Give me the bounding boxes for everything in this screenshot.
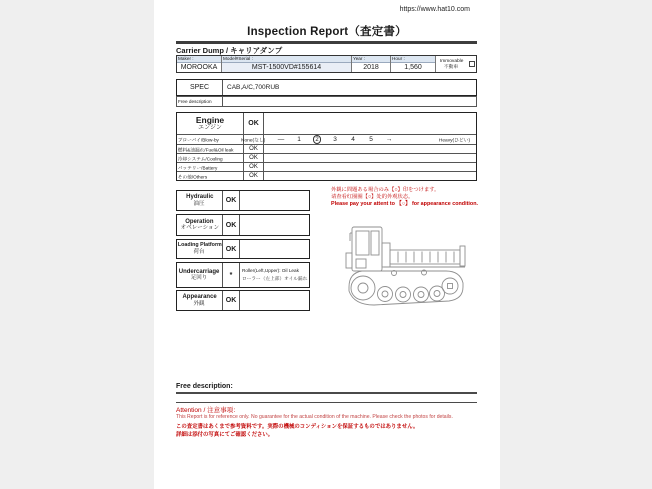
maker-column bbox=[177, 56, 221, 72]
machine-type-heading: Carrier Dump / キャリアダンプ bbox=[176, 46, 283, 55]
model-serial-value: MST-1500VD#155614 bbox=[222, 63, 351, 72]
spec-label: SPEC bbox=[177, 80, 223, 95]
blowby-scale-1: 1 bbox=[297, 136, 301, 143]
page-title: Inspection Report（査定書） bbox=[247, 26, 407, 38]
report-page bbox=[154, 0, 500, 489]
hour-value: 1,560 bbox=[404, 64, 422, 71]
blowby-none-label: None(なし) bbox=[241, 138, 266, 144]
attention-line-en: This Report is for reference only. No guarantee for the actual condition of the machine. Please check the photos for details. bbox=[176, 414, 453, 420]
free-description-line-2 bbox=[176, 402, 477, 403]
year-label: Year : bbox=[353, 56, 366, 62]
maker-value: MOROOKA bbox=[180, 64, 218, 71]
machine-illustration bbox=[338, 220, 472, 312]
section-appearance: Appearance 外観 OK bbox=[176, 290, 310, 311]
website-url: https://www.hat10.com bbox=[399, 6, 470, 13]
engine-row-status: OK bbox=[244, 172, 264, 180]
engine-row-status: OK bbox=[244, 163, 264, 171]
engine-title-ja: エンジン bbox=[198, 124, 222, 131]
engine-title-en: Engine bbox=[195, 114, 225, 125]
engine-table bbox=[176, 112, 477, 181]
blowby-left-mark: — bbox=[277, 136, 285, 143]
spec-free-description-value bbox=[223, 97, 476, 106]
appearance-note-ja: 外観に問題ある場合のみ【○】印をつけます。 bbox=[331, 187, 440, 193]
title-divider bbox=[176, 41, 477, 44]
immovable-checkbox[interactable] bbox=[469, 61, 475, 67]
spec-free-description-label: Free description bbox=[178, 99, 212, 104]
blowby-heavy-label: Heavy(ひどい) bbox=[438, 138, 471, 144]
appearance-note-zh: 请查看红圈圈【○】处的外观状态。 bbox=[331, 194, 414, 200]
section-status: OK bbox=[223, 215, 240, 235]
immovable-label-en: Immovable bbox=[439, 58, 464, 64]
immovable-label-ja: 不動車 bbox=[444, 64, 459, 70]
blowby-label: ブローバイ/Blow-by bbox=[177, 138, 219, 144]
engine-row-status: OK bbox=[244, 154, 264, 162]
section-operation: Operation オペレーション OK bbox=[176, 214, 310, 236]
hour-label: Hour : bbox=[392, 56, 405, 62]
spec-box bbox=[176, 79, 477, 96]
appearance-instruction-note bbox=[331, 187, 494, 209]
section-status: OK bbox=[223, 291, 240, 310]
blowby-scale-4: 4 bbox=[351, 136, 355, 143]
engine-row-fuel-oil-leak: 燃料&油漏れ/Fuel&Oil leak OK bbox=[177, 144, 476, 153]
blowby-row bbox=[177, 134, 476, 144]
section-status: OK bbox=[223, 191, 240, 210]
section-hydraulic: Hydraulic 油圧 OK bbox=[176, 190, 310, 211]
immovable-cell bbox=[435, 56, 476, 72]
blowby-scale-2-selected: 2 bbox=[313, 135, 322, 144]
spec-free-description-row bbox=[176, 96, 477, 107]
spec-value: CAB,A/C,700RUB bbox=[227, 84, 280, 91]
blowby-scale bbox=[264, 135, 476, 144]
undercarriage-note-ja: ローラー（左上部）オイル漏れ bbox=[242, 276, 308, 282]
hour-column bbox=[390, 56, 435, 72]
machine-info-table bbox=[176, 55, 477, 73]
model-serial-label: Model#Serial : bbox=[223, 56, 253, 62]
free-description-label: Free description: bbox=[176, 383, 233, 390]
attention-line-ja2: 詳細は添付の写真にてご確認ください。 bbox=[176, 432, 274, 438]
free-description-line-1 bbox=[176, 392, 477, 394]
appearance-note-en: Please pay your attent to 【○】 for appearance condition. bbox=[331, 201, 478, 208]
engine-status: OK bbox=[244, 113, 264, 134]
blowby-scale-5: 5 bbox=[369, 136, 373, 143]
section-status: OK bbox=[223, 240, 240, 258]
blowby-scale-3: 3 bbox=[333, 136, 337, 143]
attention-line-ja1: この査定書はあくまで参考資料です。実際の機械のコンディションを保証するものではありません。 bbox=[176, 424, 419, 430]
undercarriage-note-en: Roller(Left,Upper): Oil Leak bbox=[242, 268, 299, 274]
section-loading-platform: Loading Platform 荷台 OK bbox=[176, 239, 310, 259]
engine-header-row bbox=[177, 113, 476, 134]
engine-row-battery: バッテリー/Battery OK bbox=[177, 162, 476, 171]
engine-row-status: OK bbox=[244, 145, 264, 153]
section-undercarriage: Undercarriage 足回り * Roller(Left,Upper): Oil Leak ローラー（左上部）オイル漏れ bbox=[176, 262, 310, 288]
attention-title: Attention / 注意事項： bbox=[176, 407, 240, 414]
section-status: * bbox=[223, 263, 240, 287]
model-serial-column bbox=[221, 56, 351, 72]
engine-row-others: その他/Others OK bbox=[177, 171, 476, 180]
year-column bbox=[351, 56, 390, 72]
engine-row-cooling: 冷却システム/Cooling OK bbox=[177, 153, 476, 162]
year-value: 2018 bbox=[363, 64, 379, 71]
blowby-right-arrow: → bbox=[385, 136, 393, 143]
maker-label: Maker : bbox=[178, 56, 194, 62]
